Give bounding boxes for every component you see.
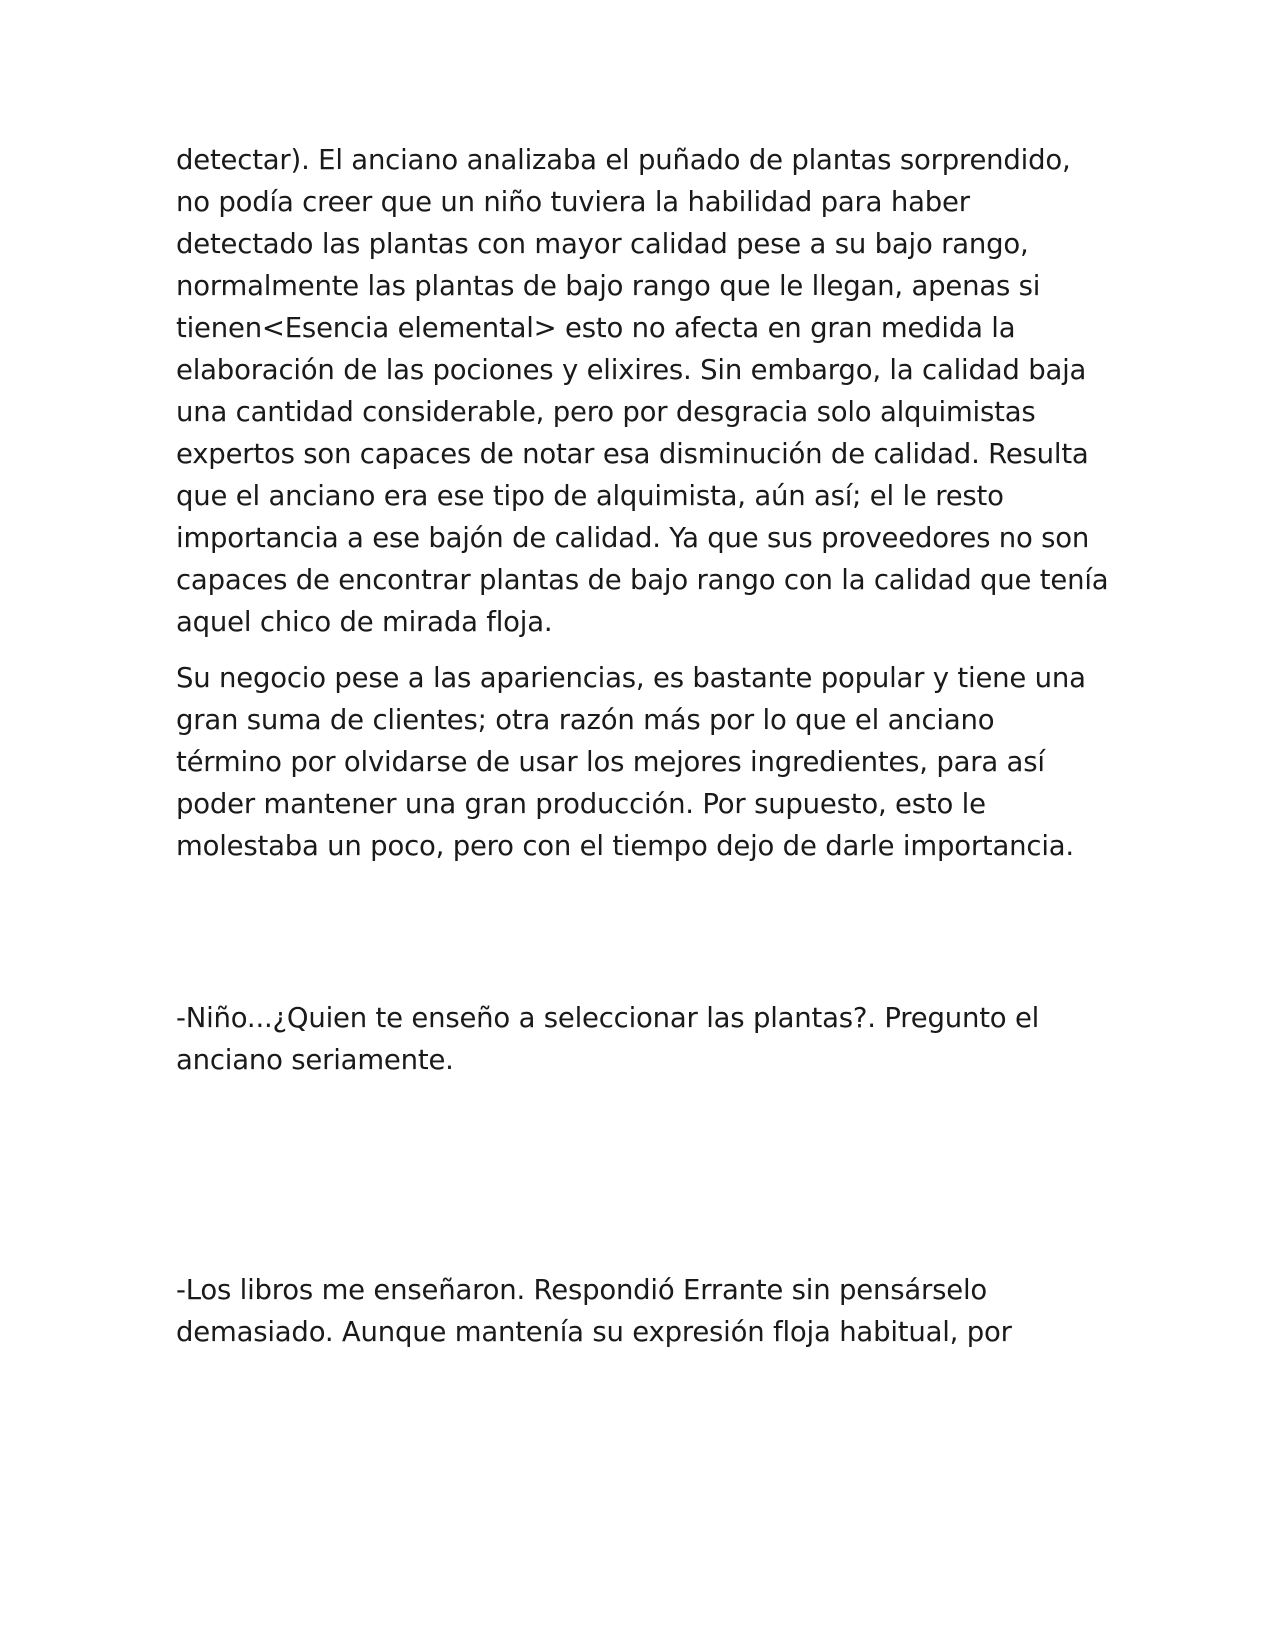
text-line: una cantidad considerable, pero por desgracia solo alquimistas [176, 396, 1036, 428]
text-line: -Niño...¿Quien te enseño a seleccionar las plantas?. Pregunto el [176, 1002, 1040, 1034]
text-line: normalmente las plantas de bajo rango que le llegan, apenas si [176, 270, 1041, 302]
text-line: -Los libros me enseñaron. Respondió Errante sin pensárselo [176, 1274, 988, 1306]
text-line: demasiado. Aunque mantenía su expresión floja habitual, por [176, 1316, 1012, 1348]
text-line: tienen<Esencia elemental> esto no afecta en gran medida la [176, 312, 1016, 344]
text-line: importancia a ese bajón de calidad. Ya que sus proveedores no son [176, 522, 1090, 554]
text-line: poder mantener una gran producción. Por supuesto, esto le [176, 788, 986, 820]
text-line: Su negocio pese a las apariencias, es bastante popular y tiene una [176, 662, 1086, 694]
text-line: molestaba un poco, pero con el tiempo dejo de darle importancia. [176, 830, 1074, 862]
text-line: no podía creer que un niño tuviera la habilidad para haber [176, 186, 970, 218]
text-line: expertos son capaces de notar esa disminución de calidad. Resulta [176, 438, 1089, 470]
text-line: gran suma de clientes; otra razón más por lo que el anciano [176, 704, 995, 736]
text-line: detectar). El anciano analizaba el puñado de plantas sorprendido, [176, 144, 1071, 176]
text-line: capaces de encontrar plantas de bajo rango con la calidad que tenía [176, 564, 1109, 596]
text-line: término por olvidarse de usar los mejores ingredientes, para así [176, 746, 1045, 778]
text-line: aquel chico de mirada floja. [176, 606, 553, 638]
text-line: anciano seriamente. [176, 1044, 454, 1076]
text-line: que el anciano era ese tipo de alquimista, aún así; el le resto [176, 480, 1004, 512]
text-line: elaboración de las pociones y elixires. Sin embargo, la calidad baja [176, 354, 1087, 386]
text-line: detectado las plantas con mayor calidad pese a su bajo rango, [176, 228, 1029, 260]
